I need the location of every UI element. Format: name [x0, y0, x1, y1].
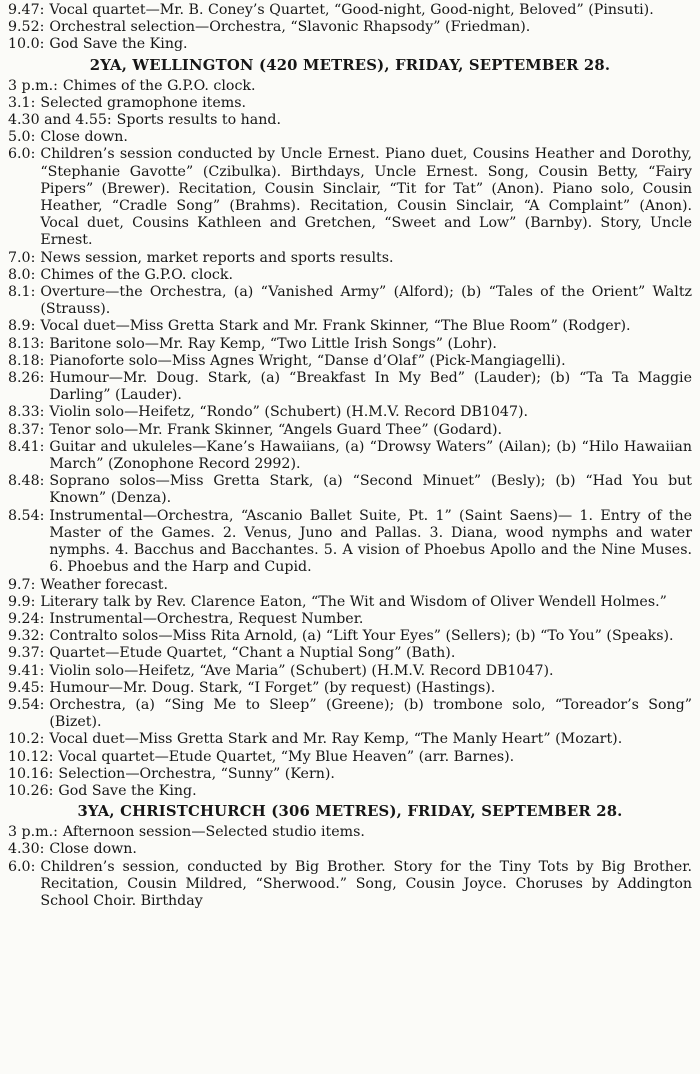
program-entry [8, 859, 692, 911]
entry-text: Selection—Orchestra, “Sunny” (Kern). [58, 765, 335, 782]
entry-time: 6.0: [8, 146, 36, 163]
entry-time: 10.0: [8, 36, 45, 53]
entry-text: Literary talk by Rev. Clarence Eaton, “The Wit and Wisdom of Oliver Wendell Holmes.” [40, 593, 667, 610]
entry-text: Vocal duet—Miss Gretta Stark and Mr. Ray Kemp, “The Manly Heart” (Mozart). [49, 731, 623, 748]
section-2ya [8, 78, 692, 801]
entry-time: 5.0: [8, 129, 36, 146]
entry-time: 3 p.m.: [8, 824, 58, 841]
entry-time: 9.45: [8, 679, 45, 696]
entry-text: Tenor solo—Mr. Frank Skinner, “Angels Guard Thee” (Godard). [49, 421, 502, 438]
entry-text: Contralto solos—Miss Rita Arnold, (a) “Lift Your Eyes” (Sellers); (b) “To You” (Speaks). [49, 628, 674, 645]
entry-time: 9.32: [8, 628, 45, 645]
entry-text: Soprano solos—Miss Gretta Stark, (a) “Second Minuet” (Besly); (b) “Had You but Known” (Denza). [49, 473, 692, 507]
entry-time: 9.54: [8, 696, 45, 713]
entry-text: Instrumental—Orchestra, Request Number. [49, 610, 364, 627]
entry-text: Pianoforte solo—Miss Agnes Wright, “Danse d’Olaf” (Pick-Mangiagelli). [49, 352, 566, 369]
entry-text: Humour—Mr. Doug. Stark, (a) “Breakfast In My Bed” (Lauder); (b) “Ta Ta Maggie Darling” (Lauder). [49, 370, 692, 404]
section-previous-station [8, 2, 692, 54]
program-entry [8, 95, 692, 112]
program-entry [8, 663, 692, 680]
program-entry [8, 680, 692, 697]
program-entry [8, 78, 692, 95]
entry-text: Afternoon session—Selected studio items. [62, 824, 365, 841]
program-entry [8, 2, 692, 19]
entry-text: Close down. [49, 841, 137, 858]
entry-text: Children’s session, conducted by Big Brother. Story for the Tiny Tots by Big Brother. Recitation, Cousin Mildred, “Sherwood.” Song, Cousin Joyce. Choruses by Addington School Choir. Birthday [40, 858, 692, 909]
program-entry [8, 129, 692, 146]
program-entry [8, 697, 692, 731]
program-entry [8, 284, 692, 318]
entry-time: 9.7: [8, 576, 36, 593]
program-entry [8, 422, 692, 439]
entry-time: 8.0: [8, 266, 36, 283]
program-entry [8, 783, 692, 800]
entry-text: Chimes of the G.P.O. clock. [40, 266, 233, 283]
entry-text: Quartet—Etude Quartet, “Chant a Nuptial Song” (Bath). [49, 645, 456, 662]
entry-time: 9.52: [8, 19, 45, 36]
entry-time: 4.30: [8, 841, 45, 858]
program-entry [8, 250, 692, 267]
program-entry [8, 146, 692, 249]
entry-time: 9.41: [8, 662, 45, 679]
program-entry [8, 370, 692, 404]
heading-3ya: 3YA, CHRISTCHURCH (306 METRES), FRIDAY, SEPTEMBER 28. [77, 803, 623, 821]
entry-time: 8.18: [8, 352, 45, 369]
program-entry [8, 267, 692, 284]
program-entry [8, 731, 692, 748]
entry-text: Children’s session conducted by Uncle Ernest. Piano duet, Cousins Heather and Dorothy, “Stephanie Gavotte” (Czibulka). Birthdays, Uncle Ernest. Song, Cousin Betty, “Fairy Pipers” (Brewer). Recitation, Cousin Sinclair, “Tit for Tat” (Anon). Piano solo, Cousin Heather, “Cradle Song” (Brahms). Recitation, Cousin Sinclair, “A Complaint” (Anon). Vocal duet, Cousins Kathleen and Gretchen, “Sweet and Low” (Barnby). Story, Uncle Ernest. [40, 146, 692, 249]
program-entry [8, 594, 692, 611]
entry-text: Sports results to hand. [116, 112, 281, 129]
entry-text: God Save the King. [49, 36, 188, 53]
entry-text: Vocal duet—Miss Gretta Stark and Mr. Frank Skinner, “The Blue Room” (Rodger). [40, 318, 631, 335]
entry-text: Vocal quartet—Etude Quartet, “My Blue Heaven” (arr. Barnes). [58, 748, 515, 765]
entry-text: Weather forecast. [40, 576, 169, 593]
program-entry [8, 318, 692, 335]
entry-time: 6.0: [8, 858, 36, 875]
entry-time: 9.24: [8, 610, 45, 627]
entry-time: 10.12: [8, 748, 54, 765]
entry-text: Violin solo—Heifetz, “Ave Maria” (Schubert) (H.M.V. Record DB1047). [49, 662, 554, 679]
entry-time: 10.16: [8, 765, 54, 782]
entry-text: Violin solo—Heifetz, “Rondo” (Schubert) (H.M.V. Record DB1047). [49, 404, 529, 421]
entry-time: 8.26: [8, 370, 45, 387]
entry-text: News session, market reports and sports results. [40, 249, 394, 266]
entry-text: God Save the King. [58, 782, 197, 799]
program-entry [8, 628, 692, 645]
entry-time: 8.48: [8, 473, 45, 490]
entry-text: Guitar and ukuleles—Kane’s Hawaiians, (a) “Drowsy Waters” (Ailan); (b) “Hilo Hawaiian March” (Zonophone Record 2992). [49, 438, 692, 473]
entry-time: 8.41: [8, 438, 45, 455]
program-entry [8, 473, 692, 507]
section-3ya [8, 824, 692, 910]
entry-text: Vocal quartet—Mr. B. Coney’s Quartet, “Good-night, Good-night, Beloved” (Pinsuti). [49, 2, 654, 18]
entry-time: 8.9: [8, 318, 36, 335]
program-entry [8, 439, 692, 473]
program-entry [8, 353, 692, 370]
entry-time: 8.1: [8, 284, 36, 301]
entry-time: 9.47: [8, 2, 45, 18]
entry-text: Overture—the Orchestra, (a) “Vanished Army” (Alford); (b) “Tales of the Orient” Waltz (Strauss). [40, 284, 692, 318]
entry-time: 9.37: [8, 645, 45, 662]
program-entry [8, 336, 692, 353]
entry-text: Selected gramophone items. [40, 94, 247, 111]
entry-text: Orchestral selection—Orchestra, “Slavonic Rhapsody” (Friedman). [49, 19, 531, 36]
entry-time: 4.30 and 4.55: [8, 112, 112, 129]
program-entry [8, 112, 692, 129]
entry-time: 8.33: [8, 404, 45, 421]
program-entry [8, 766, 692, 783]
program-entry [8, 19, 692, 36]
program-entry [8, 36, 692, 53]
program-entry [8, 824, 692, 841]
entry-time: 3 p.m.: [8, 77, 58, 94]
program-entry [8, 577, 692, 594]
entry-text: Close down. [40, 129, 128, 146]
entry-text: Orchestra, (a) “Sing Me to Sleep” (Greene); (b) trombone solo, “Toreador’s Song” (Bizet). [49, 696, 692, 731]
program-entry [8, 508, 692, 577]
entry-time: 3.1: [8, 94, 36, 111]
entry-text: Instrumental—Orchestra, “Ascanio Ballet Suite, Pt. 1” (Saint Saens)— 1. Entry of the Master of the Games. 2. Venus, Juno and Pallas. 3. Diana, wood nymphs and water nymphs. 4. Bacchus and Bacchantes. 5. A vision of Phoebus Apollo and the Nine Muses. 6. Phoebus and the Harp and Cupid. [49, 507, 692, 576]
heading-2ya: 2YA, WELLINGTON (420 METRES), FRIDAY, SEPTEMBER 28. [89, 56, 611, 74]
entry-text: Chimes of the G.P.O. clock. [62, 77, 256, 94]
program-entry [8, 749, 692, 766]
entry-time: 7.0: [8, 249, 36, 266]
entry-time: 10.26: [8, 782, 54, 799]
program-entry [8, 645, 692, 662]
program-entry [8, 841, 692, 858]
program-entry [8, 611, 692, 628]
entry-text: Humour—Mr. Doug. Stark, “I Forget” (by request) (Hastings). [49, 679, 496, 696]
program-entry [8, 404, 692, 421]
entry-time: 8.37: [8, 421, 45, 438]
entry-time: 8.54: [8, 507, 45, 524]
entry-time: 10.2: [8, 731, 45, 748]
entry-text: Baritone solo—Mr. Ray Kemp, “Two Little Irish Songs” (Lohr). [49, 335, 497, 352]
entry-time: 8.13: [8, 335, 45, 352]
entry-time: 9.9: [8, 593, 36, 610]
